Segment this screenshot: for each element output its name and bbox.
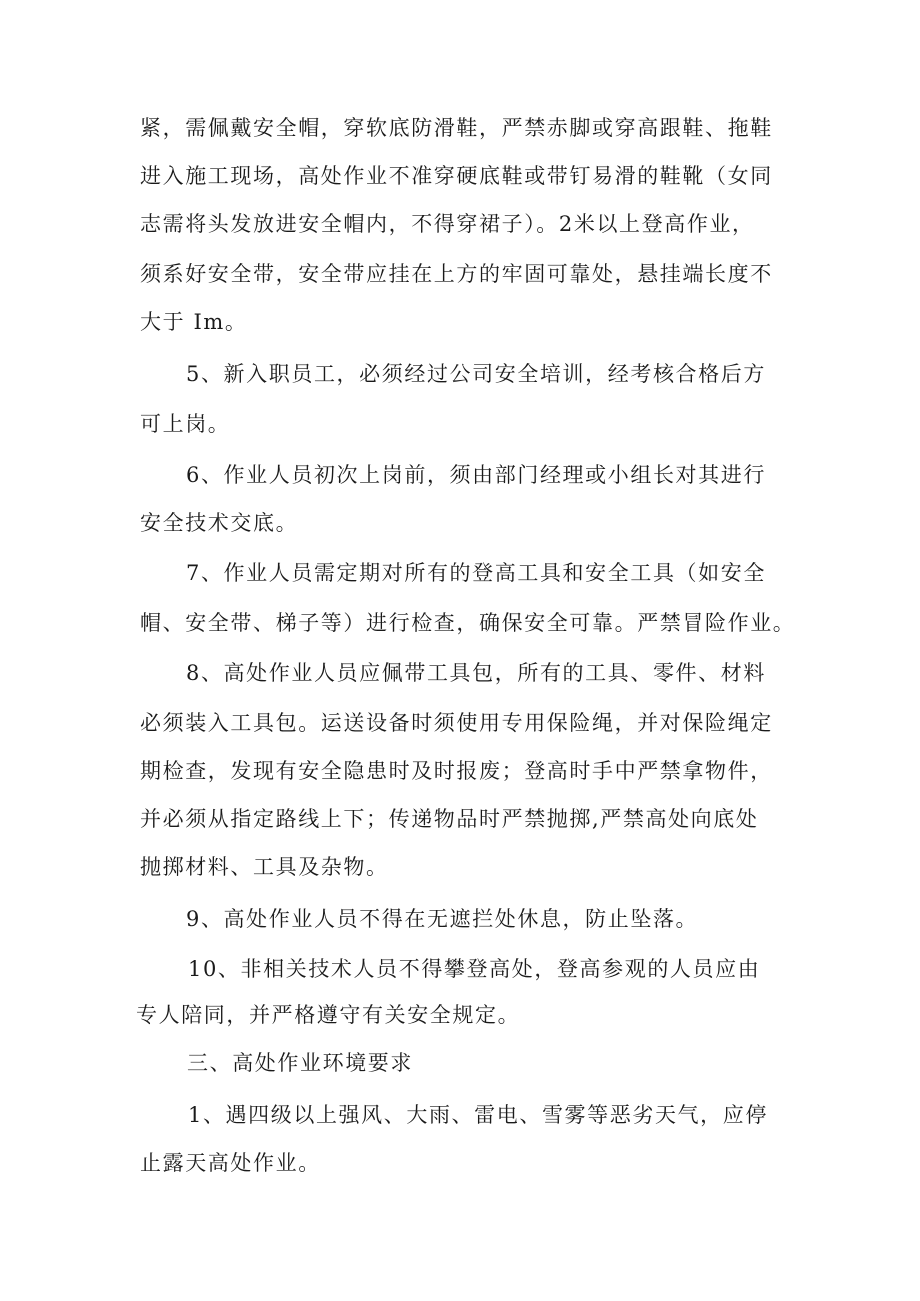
- text-line: 紧，需佩戴安全帽，穿软底防滑鞋，严禁赤脚或穿高跟鞋、拖鞋: [140, 116, 773, 140]
- section-heading: 三、高处作业环境要求: [187, 1051, 413, 1075]
- text-line: 安全技术交底。: [140, 511, 299, 535]
- text-line: 5、新入职员工，必须经过公司安全培训，经考核合格后方: [186, 362, 766, 386]
- text-line: 并必须从指定路线上下；传递物品时严禁抛掷,严禁高处向底处: [140, 807, 759, 831]
- text-line: 必须装入工具包。运送设备时须使用专用保险绳，并对保险绳定: [140, 711, 773, 735]
- text-line: 10、非相关技术人员不得攀登高处，登高参观的人员应由: [188, 957, 761, 981]
- text-line: 须系好安全带，安全带应挂在上方的牢固可靠处，悬挂端长度不: [140, 262, 773, 286]
- text-line: 8、高处作业人员应佩带工具包，所有的工具、零件、材料: [186, 661, 766, 685]
- text-line: 志需将头发放进安全帽内，不得穿裙子）。2米以上登高作业，: [140, 212, 755, 236]
- text-line: 进入施工现场，高处作业不准穿硬底鞋或带钉易滑的鞋靴（女同: [140, 164, 773, 188]
- text-line: 大于 Im。: [140, 310, 248, 334]
- text-line: 6、作业人员初次上岗前，须由部门经理或小组长对其进行: [186, 463, 766, 487]
- text-line: 9、高处作业人员不得在无遮拦处休息，防止坠落。: [186, 907, 699, 931]
- text-line: 1、遇四级以上强风、大雨、雷电、雪雾等恶劣天气，应停: [188, 1103, 768, 1127]
- text-line: 可上岗。: [140, 412, 231, 436]
- text-line: 抛掷材料、工具及杂物。: [140, 855, 389, 879]
- text-line: 期检查，发现有安全隐患时及时报废；登高时手中严禁拿物件，: [140, 759, 773, 783]
- text-line: 7、作业人员需定期对所有的登高工具和安全工具（如安全: [186, 561, 766, 585]
- text-line: 帽、安全带、梯子等）进行检查，确保安全可靠。严禁冒险作业。: [140, 611, 796, 635]
- text-line: 止露天高处作业。: [140, 1151, 321, 1175]
- text-line: 专人陪同，并严格遵守有关安全规定。: [136, 1003, 521, 1027]
